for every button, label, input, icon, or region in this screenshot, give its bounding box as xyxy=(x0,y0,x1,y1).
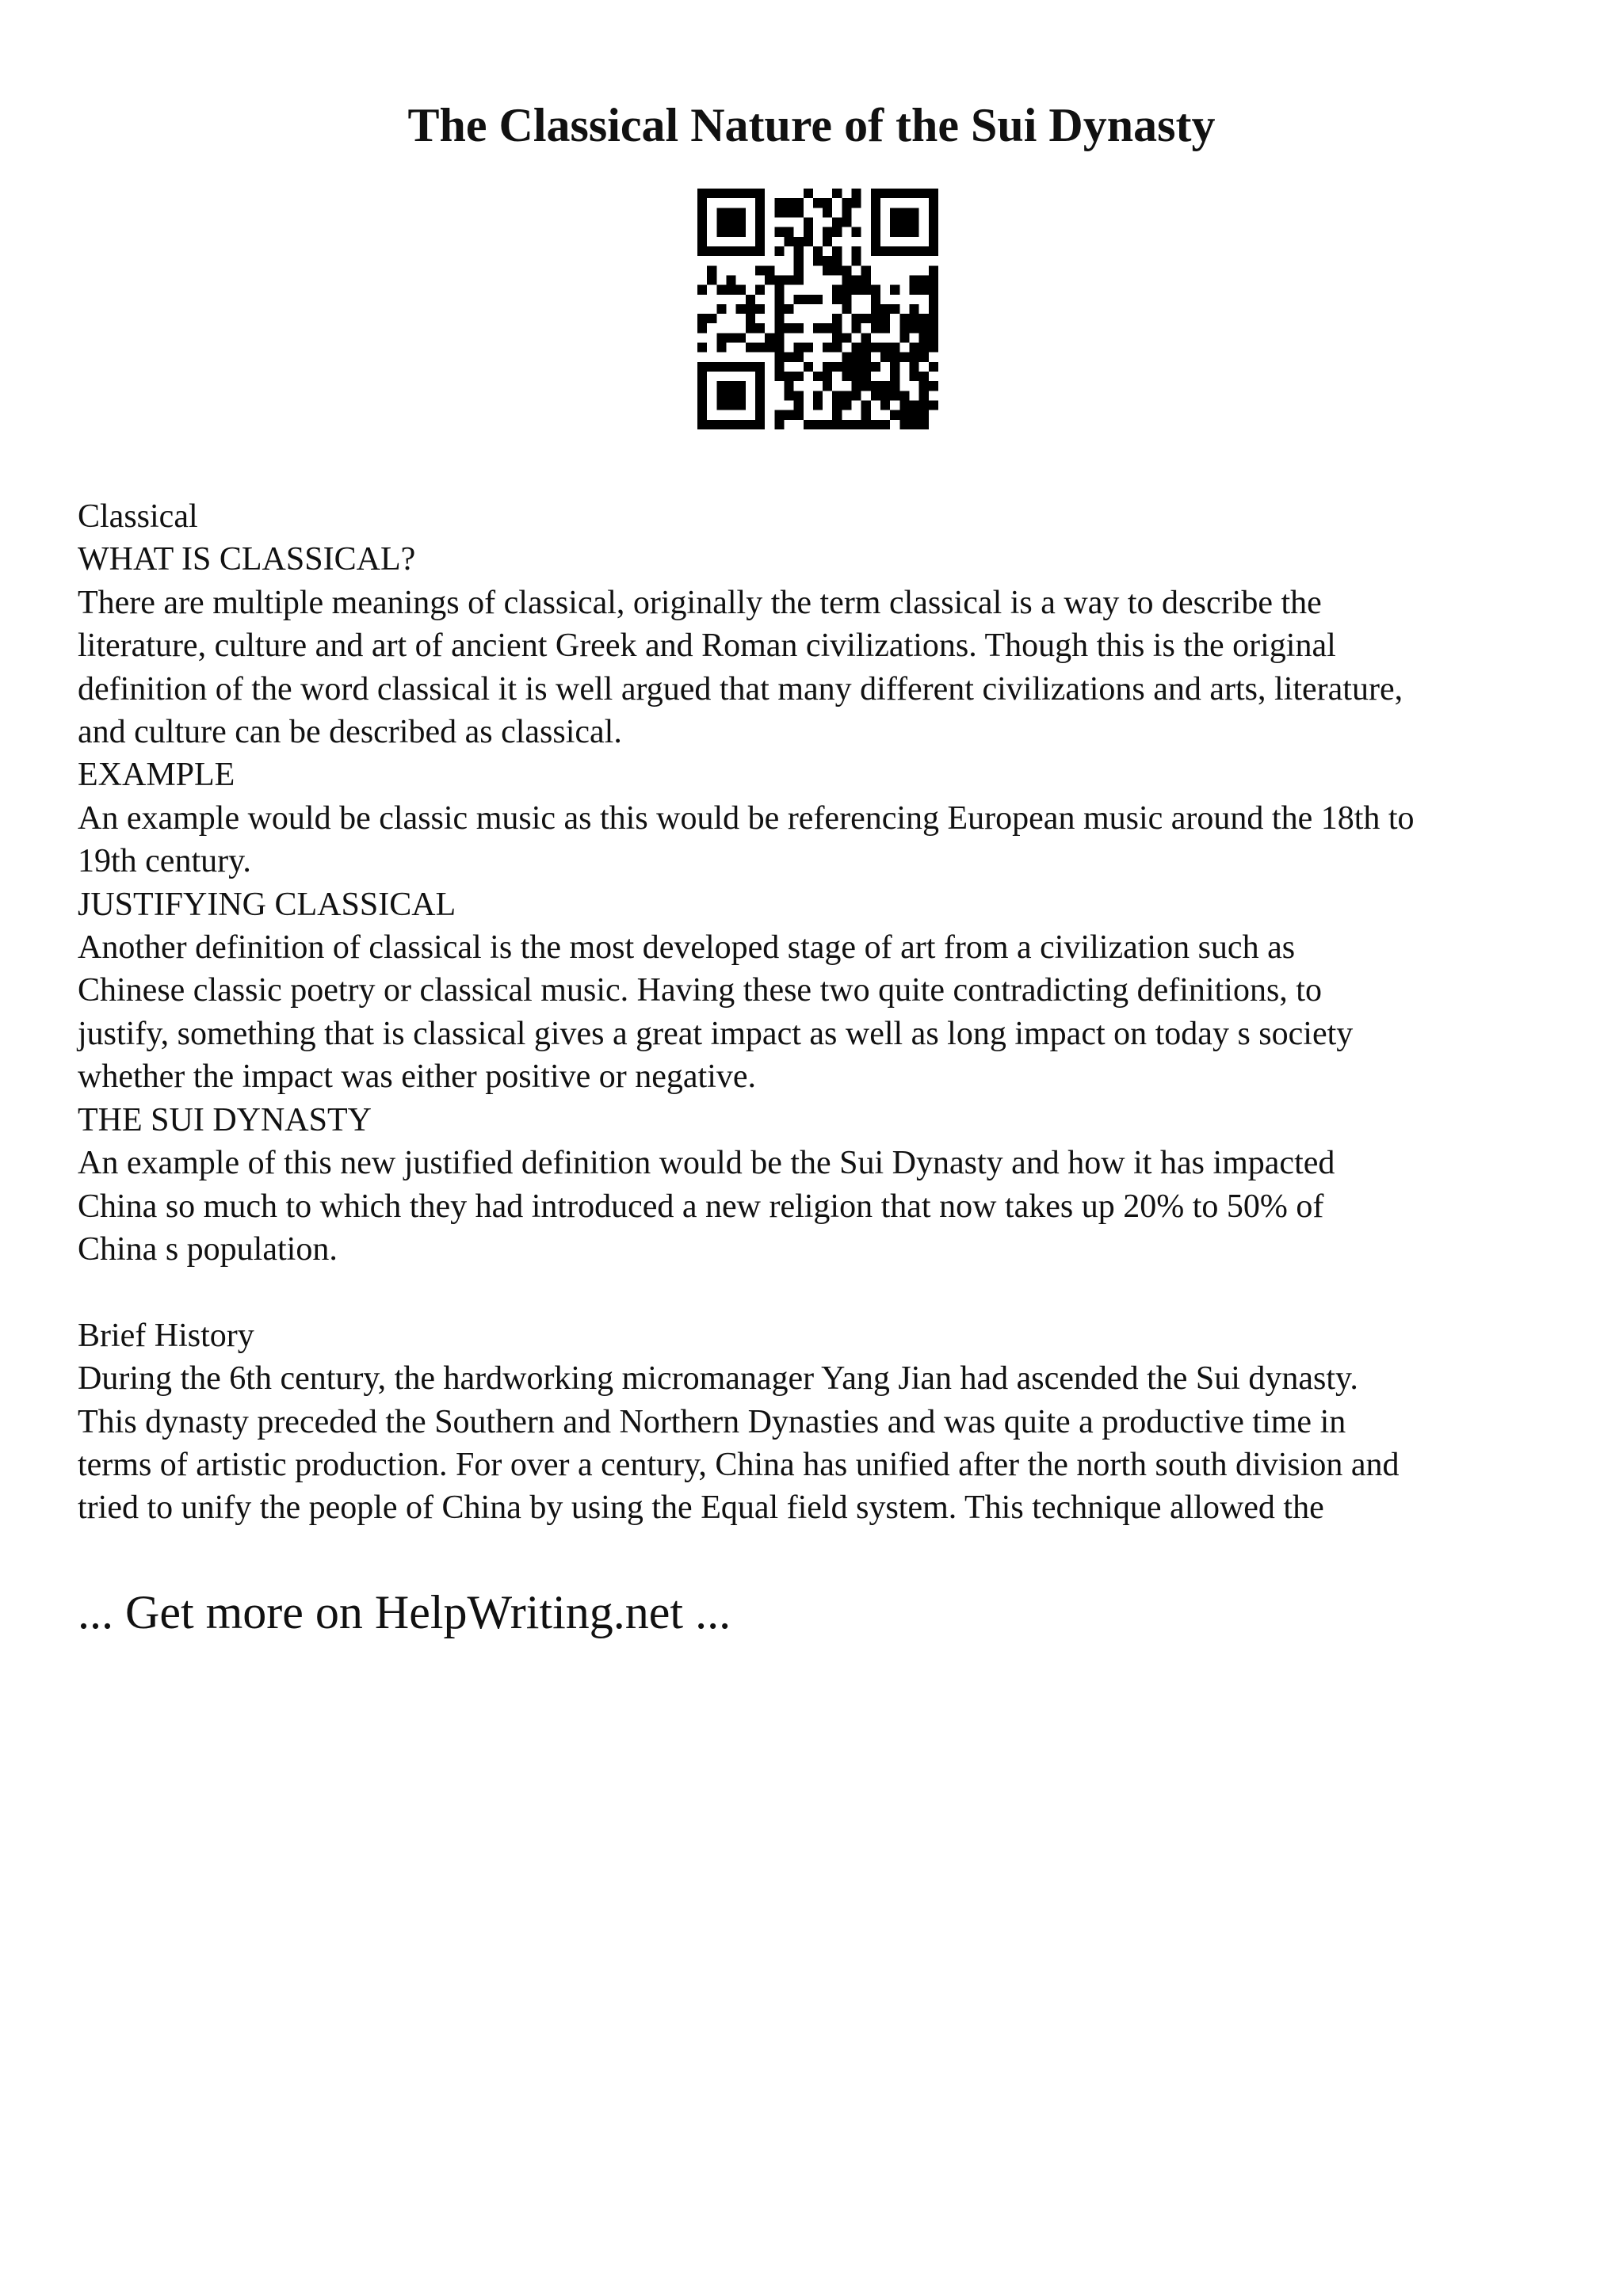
qr-module xyxy=(726,285,735,295)
qr-module xyxy=(774,227,784,237)
qr-module xyxy=(823,381,832,391)
qr-module xyxy=(813,420,823,429)
paragraph-line: China s population. xyxy=(78,1230,338,1268)
qr-module xyxy=(842,391,851,400)
qr-module xyxy=(910,401,919,410)
qr-module xyxy=(861,353,871,362)
qr-module xyxy=(842,265,851,275)
qr-module xyxy=(919,323,929,333)
qr-module xyxy=(919,275,929,284)
qr-module xyxy=(861,314,871,323)
qr-module xyxy=(929,381,938,391)
qr-module xyxy=(707,275,716,284)
qr-module xyxy=(899,410,909,420)
qr-module xyxy=(899,323,909,333)
section-heading: Brief History xyxy=(78,1317,254,1354)
qr-module xyxy=(716,333,726,342)
paragraph-line: whether the impact was either positive or negative. xyxy=(78,1058,757,1096)
qr-module xyxy=(794,343,804,353)
qr-module xyxy=(755,343,765,353)
qr-code-icon xyxy=(697,189,938,429)
paragraph-line: literature, culture and art of ancient Greek and Roman civilizations. Though this is the original xyxy=(78,627,1336,665)
qr-module xyxy=(899,353,909,362)
qr-module xyxy=(804,343,813,353)
qr-module xyxy=(774,208,784,217)
qr-module xyxy=(697,314,707,323)
qr-module xyxy=(842,333,851,342)
qr-module xyxy=(804,362,813,372)
qr-module xyxy=(842,198,851,208)
qr-module xyxy=(919,420,929,429)
qr-module xyxy=(823,323,832,333)
qr-module xyxy=(697,343,707,353)
qr-module xyxy=(832,343,842,353)
qr-module xyxy=(832,189,842,198)
qr-module xyxy=(774,304,784,314)
qr-module xyxy=(919,381,929,391)
qr-module xyxy=(832,323,842,333)
qr-module xyxy=(852,420,861,429)
qr-module xyxy=(842,217,851,227)
qr-module xyxy=(929,275,938,284)
qr-module xyxy=(784,353,793,362)
qr-module xyxy=(910,410,919,420)
article-body xyxy=(78,495,1568,1530)
qr-module xyxy=(861,410,871,420)
qr-module xyxy=(794,401,804,410)
qr-module xyxy=(842,275,851,284)
qr-module xyxy=(736,304,746,314)
section-heading: WHAT IS CLASSICAL? xyxy=(78,541,416,578)
qr-module xyxy=(852,198,861,208)
get-more-link[interactable]: ... Get more on HelpWriting.net ... xyxy=(78,1586,731,1638)
qr-module xyxy=(910,343,919,353)
qr-module xyxy=(697,323,707,333)
qr-module xyxy=(871,304,880,314)
qr-module xyxy=(832,256,842,265)
qr-module xyxy=(890,410,899,420)
qr-module xyxy=(726,275,735,284)
qr-module xyxy=(784,237,793,246)
qr-module xyxy=(794,391,804,400)
qr-module xyxy=(823,227,832,237)
qr-module xyxy=(919,391,929,400)
qr-module xyxy=(899,391,909,400)
qr-module xyxy=(852,323,861,333)
qr-module xyxy=(774,314,784,323)
qr-module xyxy=(794,198,804,208)
qr-module xyxy=(746,323,755,333)
qr-module xyxy=(861,265,871,275)
qr-module xyxy=(804,237,813,246)
qr-module xyxy=(929,314,938,323)
qr-module xyxy=(852,314,861,323)
qr-module xyxy=(890,285,899,295)
qr-module xyxy=(804,227,813,237)
qr-module xyxy=(813,256,823,265)
qr-module xyxy=(861,420,871,429)
qr-module xyxy=(813,372,823,381)
qr-module xyxy=(707,265,716,275)
paragraph-gap xyxy=(78,1271,1568,1314)
qr-module xyxy=(910,314,919,323)
qr-module xyxy=(842,372,851,381)
qr-module xyxy=(919,372,929,381)
qr-module xyxy=(871,314,880,323)
qr-module xyxy=(832,227,842,237)
qr-module xyxy=(910,285,919,295)
qr-alignment-mark xyxy=(852,343,861,391)
paragraph-line: Another definition of classical is the most developed stage of art from a civilization such as xyxy=(78,929,1296,967)
qr-module xyxy=(813,246,823,256)
qr-module xyxy=(919,353,929,362)
qr-module xyxy=(832,265,842,275)
qr-module xyxy=(774,333,784,342)
qr-module xyxy=(804,295,813,304)
qr-module xyxy=(852,391,861,400)
qr-module xyxy=(842,285,851,295)
qr-module xyxy=(880,420,890,429)
qr-module xyxy=(765,265,774,275)
qr-module xyxy=(774,372,784,381)
qr-module xyxy=(852,189,861,198)
qr-module xyxy=(929,304,938,314)
qr-module xyxy=(919,285,929,295)
paragraph-line: terms of artistic production. For over a century, China has unified after the north south division and xyxy=(78,1446,1400,1483)
qr-module xyxy=(842,401,851,410)
qr-module xyxy=(784,391,793,400)
qr-module xyxy=(910,304,919,314)
qr-module xyxy=(823,362,832,372)
qr-module xyxy=(774,295,784,304)
qr-module xyxy=(774,323,784,333)
qr-module xyxy=(832,246,842,256)
qr-module xyxy=(880,314,890,323)
qr-module xyxy=(852,285,861,295)
qr-module xyxy=(871,420,880,429)
paragraph-line: justify, something that is classical gives a great impact as well as long impact on today s society xyxy=(78,1015,1354,1052)
qr-module xyxy=(736,285,746,295)
qr-module xyxy=(832,217,842,227)
qr-module xyxy=(852,256,861,265)
paragraph-line: During the 6th century, the hardworking micromanager Yang Jian had ascended the Sui dynasty. xyxy=(78,1360,1358,1398)
section-heading: JUSTIFYING CLASSICAL xyxy=(78,886,456,923)
paragraph-line: There are multiple meanings of classical, originally the term classical is a way to describe the xyxy=(78,584,1322,621)
qr-module xyxy=(929,285,938,295)
qr-module xyxy=(910,420,919,429)
qr-module xyxy=(784,275,793,284)
qr-module xyxy=(794,353,804,362)
qr-module xyxy=(794,256,804,265)
qr-module xyxy=(774,246,784,256)
qr-alignment-mark xyxy=(890,343,899,391)
qr-module xyxy=(880,401,890,410)
qr-module xyxy=(832,333,842,342)
qr-module xyxy=(899,420,909,429)
qr-module xyxy=(929,362,938,372)
section-heading: Classical xyxy=(78,498,198,535)
qr-module xyxy=(861,333,871,342)
qr-module xyxy=(832,401,842,410)
qr-module xyxy=(746,304,755,314)
qr-module xyxy=(910,353,919,362)
qr-module xyxy=(880,391,890,400)
qr-module xyxy=(774,198,784,208)
qr-module xyxy=(736,333,746,342)
qr-module xyxy=(910,323,919,333)
qr-module xyxy=(784,227,793,237)
qr-module xyxy=(861,401,871,410)
paragraph-line: This dynasty preceded the Southern and Northern Dynasties and was quite a productive time in xyxy=(78,1403,1346,1440)
qr-module xyxy=(842,208,851,217)
qr-module xyxy=(861,285,871,295)
qr-module xyxy=(794,372,804,381)
qr-module xyxy=(919,333,929,342)
qr-module xyxy=(746,343,755,353)
qr-module xyxy=(899,401,909,410)
qr-module xyxy=(919,343,929,353)
qr-module xyxy=(823,237,832,246)
qr-module xyxy=(852,246,861,256)
qr-module xyxy=(823,256,832,265)
paragraph-line: China so much to which they had introduced a new religion that now takes up 20% to 50% of xyxy=(78,1188,1324,1225)
qr-module xyxy=(794,208,804,217)
qr-module xyxy=(871,295,880,304)
qr-module xyxy=(890,304,899,314)
qr-module xyxy=(794,410,804,420)
qr-module xyxy=(707,314,716,323)
qr-module xyxy=(804,420,813,429)
qr-module xyxy=(929,333,938,342)
qr-module xyxy=(852,227,861,237)
qr-module xyxy=(842,420,851,429)
qr-module xyxy=(899,314,909,323)
paragraph-line: An example would be classic music as this would be referencing European music around the 18th to xyxy=(78,799,1415,837)
qr-module xyxy=(755,323,765,333)
qr-module xyxy=(929,401,938,410)
qr-module xyxy=(755,265,765,275)
qr-module xyxy=(919,410,929,420)
qr-module xyxy=(861,362,871,372)
qr-module xyxy=(746,314,755,323)
qr-module xyxy=(823,198,832,208)
qr-module xyxy=(813,323,823,333)
qr-module xyxy=(755,285,765,295)
qr-module xyxy=(813,391,823,400)
qr-module xyxy=(880,353,890,362)
qr-module xyxy=(774,343,784,353)
qr-module xyxy=(784,323,793,333)
qr-module xyxy=(774,410,784,420)
qr-module xyxy=(890,391,899,400)
qr-module xyxy=(929,295,938,304)
qr-module xyxy=(697,285,707,295)
qr-module xyxy=(910,372,919,381)
qr-module xyxy=(794,275,804,284)
qr-module xyxy=(765,275,774,284)
qr-module xyxy=(765,343,774,353)
qr-module xyxy=(910,362,919,372)
qr-module xyxy=(765,333,774,342)
qr-module xyxy=(842,362,851,372)
page-title: The Classical Nature of the Sui Dynasty xyxy=(407,99,1216,151)
qr-module xyxy=(832,410,842,420)
paragraph-line: Chinese classic poetry or classical music. Having these two quite contradicting definitions, to xyxy=(78,972,1322,1009)
qr-module xyxy=(804,189,813,198)
qr-module xyxy=(794,295,804,304)
qr-module xyxy=(716,343,726,353)
qr-module xyxy=(746,295,755,304)
qr-module xyxy=(813,401,823,410)
qr-module xyxy=(832,391,842,400)
paragraph-line: tried to unify the people of China by using the Equal field system. This technique allowed the xyxy=(78,1489,1324,1527)
qr-module xyxy=(842,295,851,304)
qr-module xyxy=(716,285,726,295)
paragraph-line: definition of the word classical it is well argued that many different civilizations and arts, literature, xyxy=(78,670,1403,707)
qr-module xyxy=(861,275,871,284)
qr-module xyxy=(832,314,842,323)
qr-module xyxy=(774,362,784,372)
qr-module xyxy=(842,304,851,314)
paragraph-line: 19th century. xyxy=(78,843,251,880)
paragraph-line: and culture can be described as classical. xyxy=(78,714,622,751)
qr-module xyxy=(813,295,823,304)
qr-module xyxy=(823,208,832,217)
qr-module xyxy=(871,285,880,295)
qr-module xyxy=(899,333,909,342)
section-heading: THE SUI DYNASTY xyxy=(78,1101,372,1138)
qr-module xyxy=(774,420,784,429)
qr-module xyxy=(929,343,938,353)
qr-module xyxy=(871,391,880,400)
section-heading: EXAMPLE xyxy=(78,757,235,794)
qr-module xyxy=(842,353,851,362)
qr-module xyxy=(861,372,871,381)
qr-module xyxy=(804,217,813,227)
qr-module xyxy=(929,323,938,333)
qr-module xyxy=(774,353,784,362)
qr-module xyxy=(919,401,929,410)
qr-module xyxy=(716,304,726,314)
paragraph-line: An example of this new justified definition would be the Sui Dynasty and how it has impacted xyxy=(78,1145,1335,1182)
qr-module xyxy=(832,362,842,372)
qr-module xyxy=(832,420,842,429)
qr-module xyxy=(832,285,842,295)
qr-module xyxy=(823,265,832,275)
qr-module xyxy=(755,304,765,314)
qr-module xyxy=(832,295,842,304)
qr-alignment-mark xyxy=(871,362,880,372)
qr-module xyxy=(852,275,861,284)
qr-module xyxy=(774,275,784,284)
qr-module xyxy=(880,304,890,314)
qr-module xyxy=(794,323,804,333)
qr-module xyxy=(910,275,919,284)
qr-module xyxy=(823,372,832,381)
qr-module xyxy=(823,420,832,429)
qr-module xyxy=(784,372,793,381)
qr-module xyxy=(813,198,823,208)
qr-module xyxy=(784,381,793,391)
qr-module xyxy=(784,410,793,420)
qr-module xyxy=(880,323,890,333)
qr-module xyxy=(784,304,793,314)
qr-module xyxy=(794,246,804,256)
qr-module xyxy=(784,208,793,217)
qr-module xyxy=(784,198,793,208)
qr-module xyxy=(794,265,804,275)
qr-module xyxy=(726,333,735,342)
qr-module xyxy=(919,314,929,323)
qr-module xyxy=(929,265,938,275)
qr-module xyxy=(871,323,880,333)
qr-module xyxy=(774,285,784,295)
qr-module xyxy=(794,237,804,246)
qr-module xyxy=(823,343,832,353)
